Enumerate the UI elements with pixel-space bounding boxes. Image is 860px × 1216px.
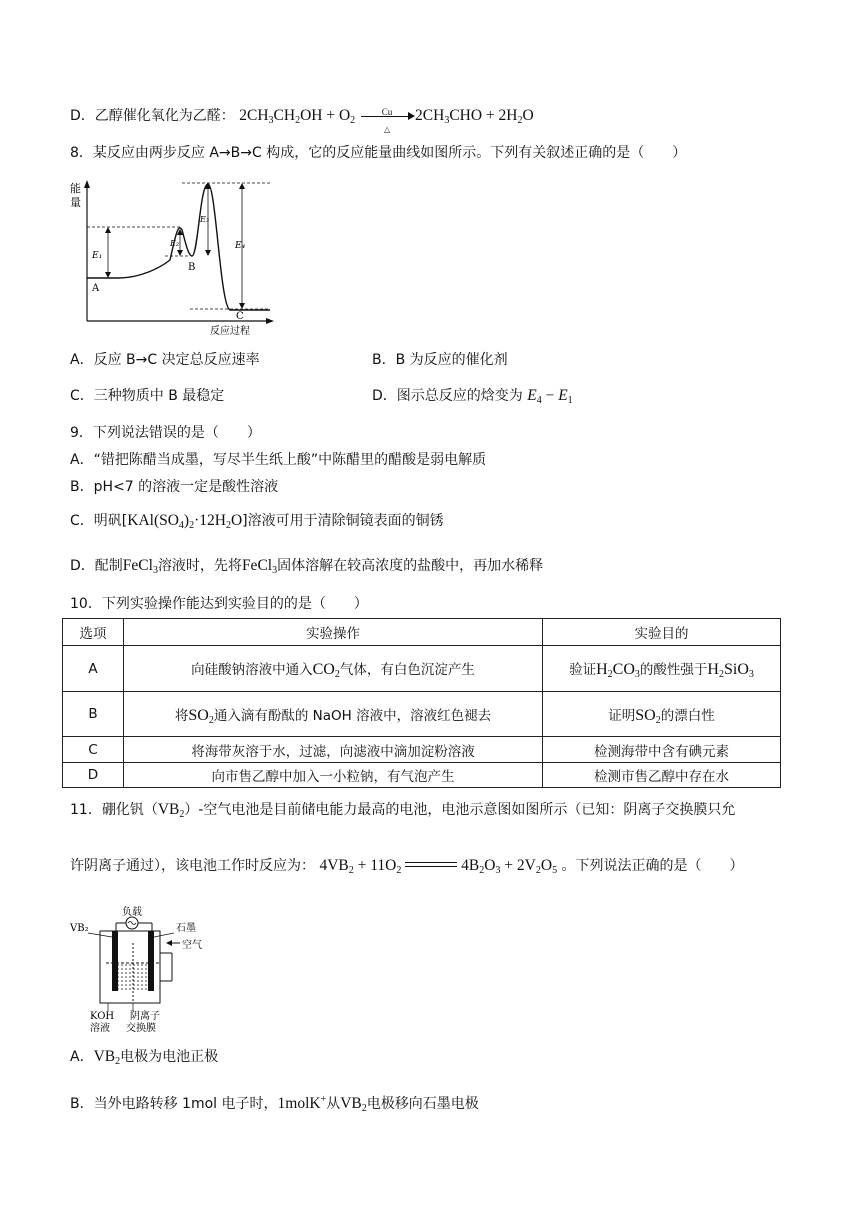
table-header: 选项 (63, 619, 124, 646)
reaction-arrow: Cu △ (359, 106, 415, 126)
graph-point-b: B (188, 262, 196, 273)
q9-stem: 9．下列说法错误的是（ ） (70, 425, 261, 441)
q11-stem-line-1: 11．硼化钒$(VB_2)-$空气电池是目前储电能力最高的电池，电池示意图如图所示（已知：阴离子交换膜只允 (70, 801, 736, 820)
graph-e2-label: E₂ (170, 239, 180, 248)
q7-option-d-label: D．乙醇催化氧化为乙醛： (70, 108, 235, 124)
q7-option-d-equation: $2CH_3CH_2OH + O_2$ Cu △ $2CH_3CHO + 2H_2O$ (239, 107, 534, 135)
graph-point-c: C (236, 311, 244, 322)
label-koh-1: KOH (90, 1011, 115, 1022)
q8-energy-diagram (70, 178, 280, 336)
table-header: 实验操作 (124, 619, 543, 646)
q8-option-d-formula: $E_4 - E_1$ (527, 387, 573, 406)
table-header: 实验目的 (543, 619, 781, 646)
label-koh-2: 溶液 (90, 1023, 110, 1033)
graph-e3-label: E₃ (200, 215, 210, 224)
alum-formula: $KAl(SO_4)_2\cdot 12H_2O$ (127, 512, 243, 531)
q11-option-a: A．$VB_2$电极为电池正极 (70, 1048, 219, 1067)
q8-option-b: B．B 为反应的催化剂 (372, 352, 508, 368)
q8-option-d-label: D．图示总反应的焓变为 (372, 388, 523, 404)
q11-stem-line-2: 许阴离子通过），该电池工作时反应为： $4VB_2 + 11O_2$ $4B_2O_3 + 2V_2O_5$ 。下列说法正确的是（ ） (70, 857, 744, 876)
q10-table (62, 618, 781, 788)
q10-stem: 10．下列实验操作能达到实验目的的是（ ） (70, 596, 368, 612)
q9-option-c: C．明矾$[KAl(SO_4)_2\cdot 12H_2O]$溶液可用于清除铜镜表面的铜锈 (70, 512, 444, 531)
q9-option-d: D．配制FeCl$_3$溶液时，先将FeCl$_3$固体溶解在较高浓度的盐酸中，再加水稀释 (70, 557, 544, 576)
table-row: D 向市售乙醇中加入一小粒钠，有气泡产生 检测市售乙醇中存在水 (63, 763, 781, 788)
label-vb2: VB₂ (70, 923, 89, 934)
graph-y-label-2: 量 (70, 196, 81, 209)
label-membrane-2: 交换膜 (126, 1023, 156, 1033)
q9-option-a: A．“错把陈醋当成墨，写尽半生纸上酸”中陈醋里的醋酸是弱电解质 (70, 452, 487, 468)
graph-e4-label: E₄ (235, 241, 246, 251)
label-air: 空气 (182, 940, 202, 951)
q7-option-d (70, 106, 534, 135)
label-membrane-1: 阴离子 (130, 1011, 160, 1022)
q11-option-b: B．当外电路转移 1mol 电子时，1molK+从$VB_2$电极移向石墨电极 (70, 1093, 479, 1114)
graph-point-a: A (92, 283, 100, 294)
table-row: C 将海带灰溶于水，过滤，向滤液中滴加淀粉溶液 检测海带中含有碘元素 (63, 737, 781, 763)
q9-option-b: B．pH<7 的溶液一定是酸性溶液 (70, 479, 279, 495)
table-row: B 将$SO_2$通入滴有酚酞的 NaOH 溶液中，溶液红色褪去 证明$SO_2$的漂白性 (63, 692, 781, 737)
label-load: 负载 (122, 907, 142, 918)
q8-option-a: A．反应 B→C 决定总反应速率 (70, 352, 260, 368)
q8-option-c: C．三种物质中 B 最稳定 (70, 388, 225, 404)
q8-option-d (372, 386, 573, 406)
q11-battery-diagram (68, 903, 208, 1033)
table-row: A 向硅酸钠溶液中通入$CO_2$气体，有白色沉淀产生 验证$H_2CO_3$的酸性强于$H_2SiO_3$ (63, 646, 781, 692)
label-graphite: 石墨 (176, 923, 196, 934)
q11-reaction-equation: $4VB_2 + 11O_2$ $4B_2O_3 + 2V_2O_5$ (319, 857, 558, 876)
q8-stem: 8．某反应由两步反应 A→B→C 构成，它的反应能量曲线如图所示。下列有关叙述正确的是（ ） (70, 145, 687, 161)
graph-x-label: 反应过程 (210, 326, 250, 336)
graph-e1-label: E₁ (92, 251, 103, 261)
graph-y-label-1: 能 (70, 182, 81, 195)
